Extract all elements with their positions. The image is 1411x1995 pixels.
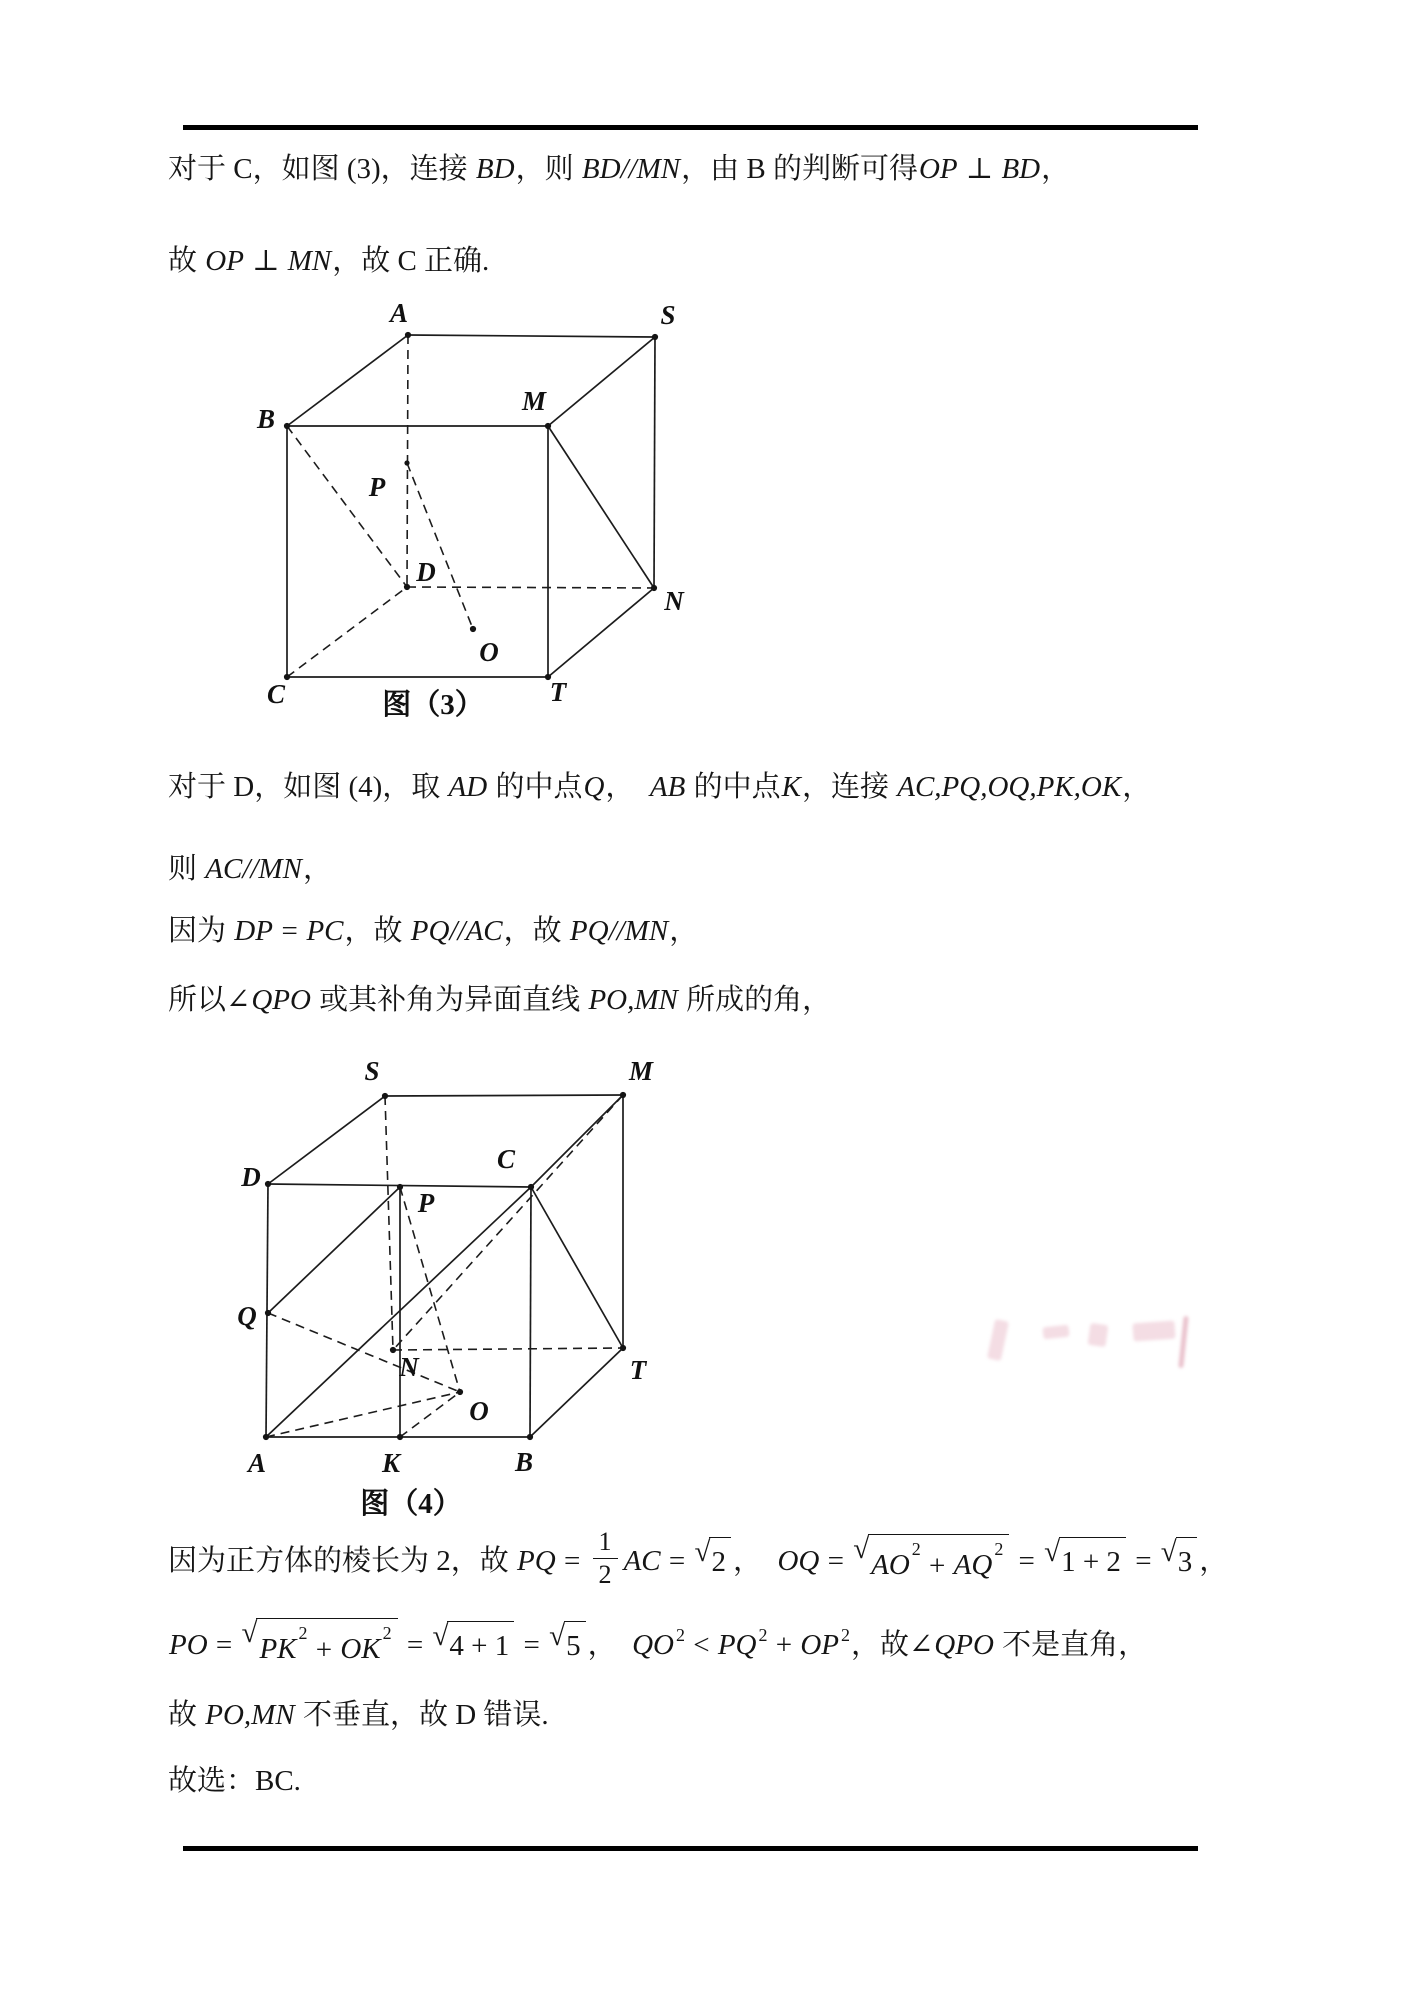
edge-QO-dashed	[268, 1313, 460, 1392]
paragraph-final-answer	[168, 1758, 301, 1804]
text-run: 对于 D，如图 (4)，取	[168, 771, 448, 803]
square-root: √ $AO^2 + AQ^2$	[853, 1534, 1009, 1589]
edge-CB	[530, 1187, 531, 1437]
text-run: =	[1127, 1545, 1159, 1577]
text-run: +	[308, 1633, 340, 1666]
text-run: 则	[168, 853, 205, 885]
vertex-dot-K	[397, 1434, 403, 1440]
top-rule	[183, 125, 1198, 130]
superscript: 2	[994, 1538, 1004, 1559]
figure-4-cube-diagram	[160, 1060, 700, 1530]
edge-QP	[268, 1187, 400, 1313]
math-variable: PO,MN	[205, 1699, 295, 1731]
vertex-label-A: A	[247, 1448, 267, 1478]
vertex-label-P: P	[368, 472, 386, 502]
vertex-dot-N	[651, 585, 657, 591]
math-variable: QO	[632, 1629, 674, 1661]
vertex-label-C: C	[266, 679, 286, 709]
edge-AC	[266, 1187, 531, 1437]
vertex-dot-B	[284, 423, 290, 429]
text-run: ，	[669, 915, 699, 947]
text-run: 故选：BC.	[168, 1765, 301, 1797]
text-run: +	[768, 1629, 800, 1661]
paragraph-calculation-1	[168, 1527, 1229, 1589]
math-variable: PO	[169, 1629, 208, 1661]
vertex-dot-D	[265, 1181, 271, 1187]
vertex-label-D: D	[241, 1162, 261, 1192]
math-variable: BD//MN	[581, 153, 681, 185]
text-run: ，由 B 的判断可得	[681, 153, 918, 185]
vertex-dot-S	[652, 334, 658, 340]
math-variable: OP	[205, 245, 244, 277]
edge-AB	[287, 335, 408, 426]
math-variable: AO	[871, 1549, 910, 1582]
vertex-label-N: N	[664, 586, 684, 616]
text-run: 或其补角为异面直线	[311, 984, 588, 1016]
math-variable: PQ	[517, 1545, 556, 1577]
superscript: 2	[298, 1622, 308, 1643]
edge-BT	[530, 1348, 623, 1437]
text-run: 故	[168, 1699, 205, 1731]
math-variable: PO,MN	[588, 984, 678, 1016]
edge-CT	[531, 1187, 623, 1348]
edge-SM	[385, 1095, 623, 1096]
math-variable: BD	[475, 153, 515, 185]
text-run: 所以∠	[168, 984, 251, 1016]
text-run: 因为	[168, 915, 234, 947]
paragraph-option-c-2	[168, 238, 489, 284]
edge-DN-dashed	[407, 587, 654, 588]
edge-PO-dashed	[407, 463, 473, 629]
vertex-dot-B	[527, 1434, 533, 1440]
text-run: ，故	[344, 915, 410, 947]
vertex-dot-Q	[265, 1310, 271, 1316]
math-variable: AD	[448, 771, 488, 803]
vertex-label-T: T	[549, 677, 567, 707]
math-variable: AB	[649, 771, 686, 803]
edge-MN-dashed	[393, 1095, 623, 1350]
math-variable: PQ//AC	[410, 915, 503, 947]
vertex-label-O: O	[469, 1396, 489, 1426]
paragraph-option-c-1	[168, 146, 1070, 192]
text-run: ，	[732, 1545, 777, 1577]
text-run: =	[820, 1545, 852, 1577]
math-variable: AC,PQ,OQ,PK,OK	[897, 771, 1122, 803]
text-run: =	[516, 1629, 548, 1661]
text-run: =	[208, 1629, 240, 1661]
vertex-label-T: T	[629, 1355, 647, 1385]
square-root: √ 4 + 1	[433, 1621, 515, 1669]
text-run: ，	[1041, 153, 1071, 185]
edge-NT	[548, 588, 654, 677]
text-run: ，	[605, 771, 649, 803]
edge-BD-dashed	[287, 426, 407, 587]
edge-AS	[408, 335, 655, 337]
text-run: 的中点	[488, 771, 583, 803]
paragraph-option-d-1	[168, 764, 1151, 810]
vertex-dot-S	[382, 1093, 388, 1099]
text-run: 不垂直，故 D 错误.	[295, 1699, 549, 1731]
vertex-label-P: P	[417, 1188, 435, 1218]
text-run: 故	[168, 245, 205, 277]
edge-CM	[531, 1095, 623, 1187]
vertex-label-D: D	[416, 557, 436, 587]
text-run: 因为正方体的棱长为 2，故	[168, 1545, 517, 1577]
text-run: ，	[587, 1629, 632, 1661]
square-root: √ 5	[549, 1621, 585, 1669]
math-variable: MN	[287, 245, 332, 277]
paragraph-option-d-2	[168, 846, 332, 892]
text-run: ，	[1122, 771, 1152, 803]
math-variable: AC	[623, 1545, 661, 1577]
vertex-label-S: S	[364, 1060, 380, 1086]
edge-NT-dashed	[393, 1348, 623, 1350]
square-root: √ 2	[695, 1537, 731, 1585]
fraction: $\frac{1}{2}$	[593, 1527, 618, 1588]
math-variable: DP = PC	[234, 915, 344, 947]
text-run: ⊥	[958, 153, 1001, 185]
edge-MN	[548, 426, 654, 588]
text-run: =	[556, 1545, 588, 1577]
vertex-dot-P	[404, 460, 409, 465]
superscript: 2	[675, 1625, 685, 1646]
vertex-dot-A	[263, 1434, 269, 1440]
math-variable: AQ	[953, 1549, 993, 1582]
text-run: +	[921, 1549, 953, 1582]
vertex-label-M: M	[521, 386, 547, 416]
text-run: 的中点	[686, 771, 781, 803]
math-variable: Q	[583, 771, 605, 803]
text-run: =	[661, 1545, 693, 1577]
square-root: √ 3	[1161, 1537, 1197, 1585]
text-run: =	[399, 1629, 431, 1661]
bottom-rule	[183, 1846, 1198, 1851]
square-root: √ 1 + 2	[1044, 1537, 1126, 1585]
math-variable: QPO	[934, 1629, 994, 1661]
math-variable: BD	[1001, 153, 1041, 185]
vertex-dot-M	[620, 1092, 626, 1098]
math-variable: PQ	[717, 1629, 757, 1661]
text-run: ，故	[503, 915, 569, 947]
text-run: <	[685, 1629, 717, 1661]
vertex-dot-T	[620, 1345, 626, 1351]
figure-caption: 图（4）	[360, 1488, 462, 1520]
text-run: 不是直角，	[994, 1629, 1148, 1661]
vertex-label-B: B	[256, 404, 276, 434]
math-variable: OQ	[777, 1545, 820, 1577]
paragraph-calculation-2	[168, 1616, 1148, 1668]
text-run: ⊥	[244, 245, 287, 277]
math-variable: AC//MN	[205, 853, 302, 885]
edge-SN-dashed	[385, 1096, 393, 1350]
vertex-label-A: A	[389, 298, 409, 328]
vertex-label-Q: Q	[237, 1301, 257, 1331]
text-run: ，故∠	[850, 1629, 934, 1661]
superscript: 2	[758, 1625, 768, 1646]
vertex-dot-P	[397, 1184, 403, 1190]
edge-SM	[548, 337, 655, 426]
vertex-label-C: C	[496, 1144, 516, 1174]
vertex-dot-A	[405, 332, 411, 338]
math-variable: OP	[800, 1629, 839, 1661]
text-run: 所成的角，	[678, 984, 832, 1016]
text-run: ，则	[515, 153, 581, 185]
vertex-dot-O	[457, 1389, 463, 1395]
text-run: ，	[302, 853, 332, 885]
vertex-dot-C	[528, 1184, 534, 1190]
math-variable: K	[781, 771, 801, 803]
vertex-label-S: S	[660, 300, 676, 330]
paragraph-option-d-3	[168, 908, 698, 954]
math-variable: QPO	[251, 984, 311, 1016]
math-variable: PK	[259, 1633, 297, 1666]
figure-3-cube-diagram	[180, 290, 700, 730]
edge-SN	[654, 337, 655, 588]
superscript: 2	[911, 1538, 921, 1559]
edge-DS	[268, 1096, 385, 1184]
vertex-dot-O	[470, 626, 476, 632]
watermark	[985, 1312, 1200, 1377]
figure-caption: 图（3）	[382, 689, 484, 721]
superscript: 2	[382, 1622, 392, 1643]
text-run: =	[1011, 1545, 1043, 1577]
math-variable: OP	[918, 153, 958, 185]
text-run: ，故 C 正确.	[332, 245, 490, 277]
edge-CD-dashed	[287, 587, 407, 677]
math-variable: PQ//MN	[569, 915, 669, 947]
vertex-label-N: N	[399, 1352, 419, 1382]
text-run: ，	[1199, 1545, 1229, 1577]
paragraph-option-d-4	[168, 977, 831, 1023]
vertex-label-M: M	[628, 1060, 654, 1086]
superscript: 2	[841, 1625, 850, 1646]
math-variable: OK	[340, 1633, 381, 1666]
vertex-label-O: O	[479, 637, 499, 667]
vertex-dot-D	[404, 584, 410, 590]
text-run: ，连接	[801, 771, 897, 803]
vertex-label-K: K	[381, 1448, 401, 1478]
vertex-label-B: B	[514, 1447, 534, 1477]
paragraph-conclusion-d	[168, 1692, 549, 1738]
square-root: √ $PK^2 + OK^2$	[242, 1618, 398, 1673]
text-run: 对于 C，如图 (3)，连接	[168, 153, 475, 185]
vertex-dot-M	[545, 423, 551, 429]
vertex-dot-N	[390, 1347, 396, 1353]
